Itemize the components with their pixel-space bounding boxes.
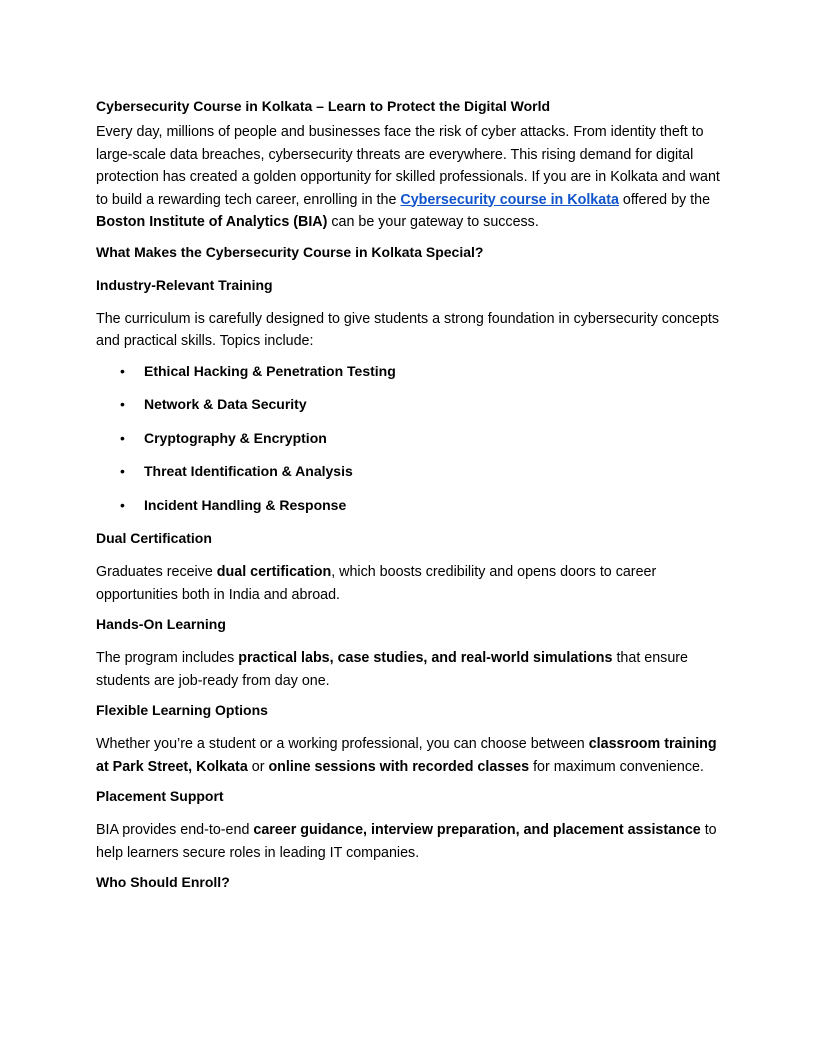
intro-org-name: Boston Institute of Analytics (BIA) — [96, 214, 328, 230]
placement-bold: career guidance, interview preparation, and placement assistance — [253, 822, 701, 838]
heading-what-makes-special: What Makes the Cybersecurity Course in Kolkata Special? — [96, 243, 484, 260]
flexible-bold-2: online sessions with recorded classes — [268, 758, 530, 775]
industry-paragraph: The curriculum is carefully designed to give students a strong foundation in cybersecurity concepts and practical skills. Topics include: — [96, 310, 720, 349]
list-item: • Network & Data Security — [96, 394, 720, 414]
heading-hands-on: Hands-On Learning — [96, 616, 226, 632]
intro-text-1: Every day, millions of people and businesses face the risk of cyber attacks. From identity theft to large-scale data breaches, cybersecurity threats are everywhere. This rising demand for digital protection has created a golden opportunity for skilled professionals. If you are in Kolkata and want to build a rewarding tech career, enrolling in the — [96, 124, 720, 208]
hands-on-text-1: The program includes — [96, 650, 239, 666]
dual-paragraph — [96, 561, 720, 606]
dual-text-2: , which boosts credibility and opens doors to career opportunities both in India and abroad. — [96, 564, 657, 603]
flexible-bold-1: classroom training at Park Street, Kolkata — [96, 736, 717, 775]
heading-dual-certification: Dual Certification — [96, 530, 212, 546]
dual-text-1: Graduates receive — [96, 564, 217, 580]
heading-placement-support: Placement Support — [96, 788, 224, 804]
heading-industry-relevant: Industry-Relevant Training — [96, 276, 273, 293]
cybersecurity-course-link[interactable]: Cybersecurity course in Kolkata — [400, 191, 619, 208]
heading-who-should-enroll: Who Should Enroll? — [96, 874, 230, 890]
intro-text-2: offered by the — [618, 191, 711, 208]
flexible-paragraph — [96, 733, 720, 778]
placement-paragraph — [96, 819, 720, 864]
list-item: • Incident Handling & Response — [96, 495, 720, 515]
placement-text-1: BIA provides end-to-end — [96, 822, 254, 838]
document-title: Cybersecurity Course in Kolkata – Learn to Protect the Digital World — [96, 98, 551, 114]
intro-text-3: can be your gateway to success. — [327, 214, 539, 230]
document-page — [96, 96, 720, 905]
hands-on-bold: practical labs, case studies, and real-world simulations — [238, 650, 613, 666]
flexible-text-1: Whether you’re a student or a working professional, you can choose between — [96, 736, 589, 752]
hands-on-paragraph — [96, 647, 720, 692]
flexible-text-2: or — [247, 758, 269, 775]
placement-text-2: to help learners secure roles in leading IT companies. — [96, 822, 717, 861]
hands-on-text-2: that ensure students are job-ready from day one. — [96, 650, 688, 689]
dual-bold: dual certification — [216, 564, 332, 580]
topics-list — [96, 361, 720, 515]
heading-flexible-learning: Flexible Learning Options — [96, 702, 268, 718]
flexible-text-3: for maximum convenience. — [529, 758, 704, 775]
list-item: • Cryptography & Encryption — [96, 428, 720, 448]
list-item: • Ethical Hacking & Penetration Testing — [96, 361, 720, 381]
intro-paragraph — [96, 121, 720, 234]
list-item: • Threat Identification & Analysis — [96, 461, 720, 481]
